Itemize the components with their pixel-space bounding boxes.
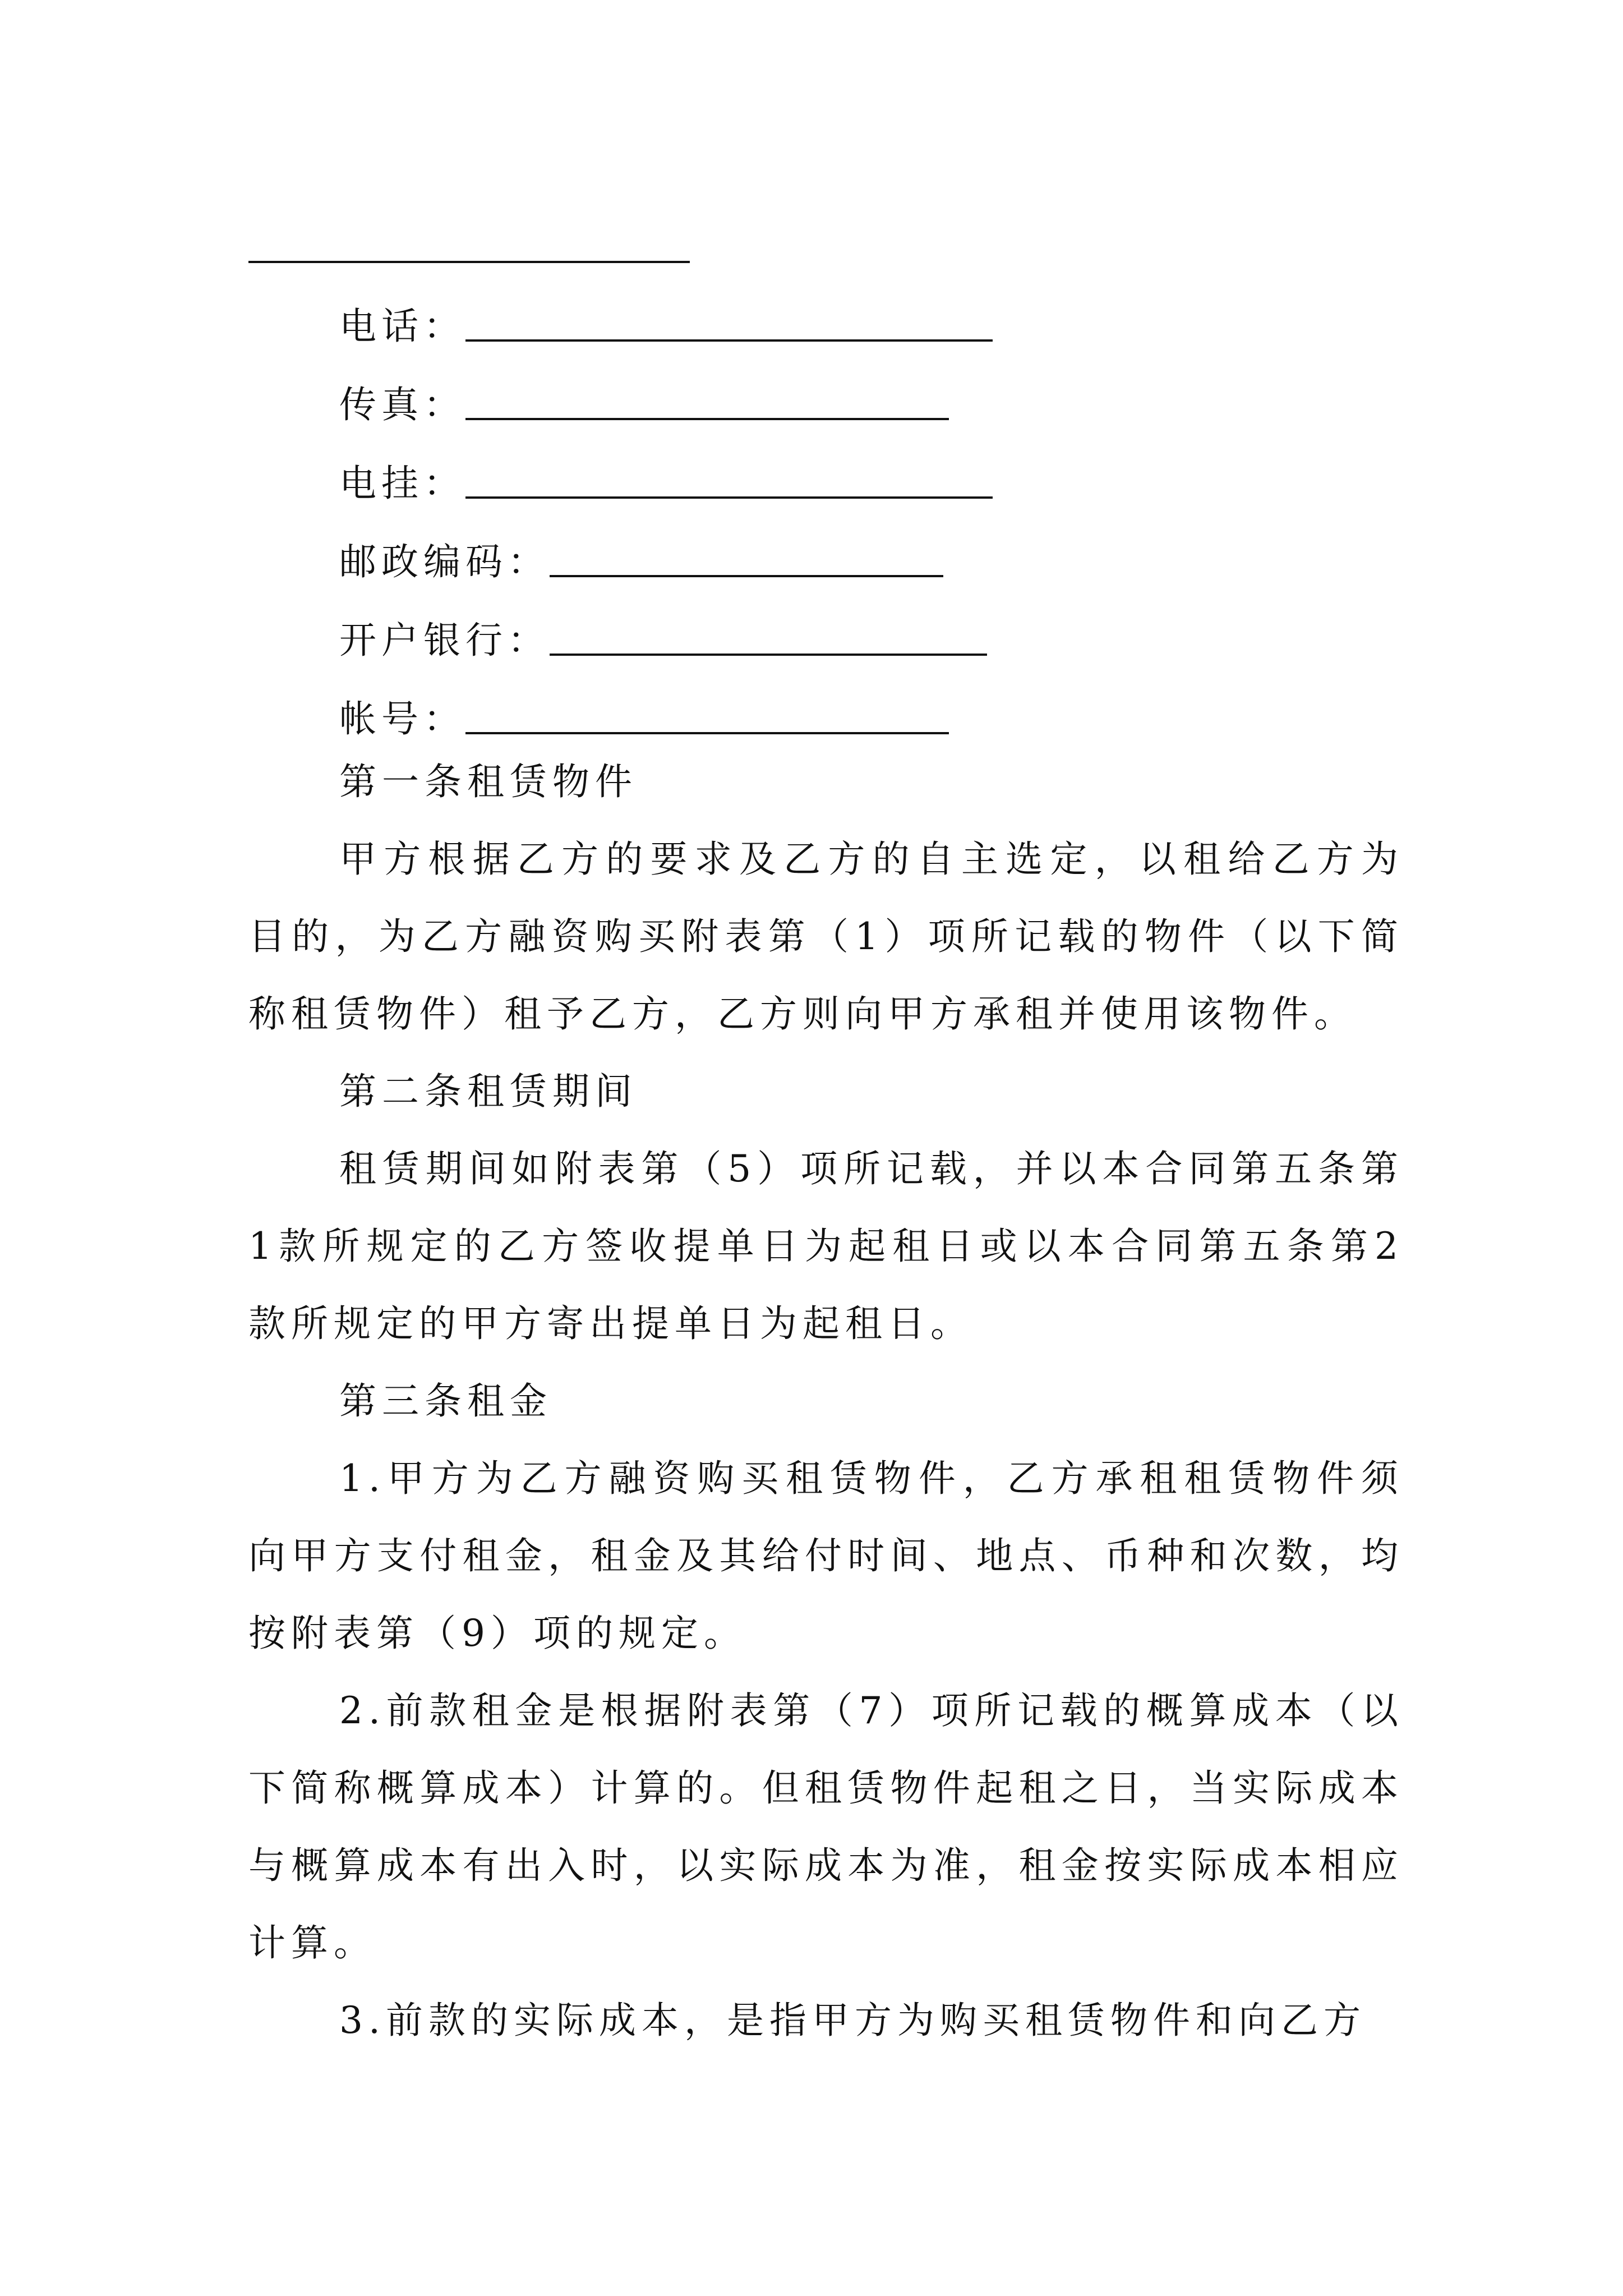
phone-blank[interactable] <box>465 300 993 342</box>
bank-label: 开户银行： <box>339 619 550 662</box>
account-blank[interactable] <box>465 693 949 734</box>
fax-label: 传真： <box>339 383 465 426</box>
fax-blank[interactable] <box>465 379 949 420</box>
article-3-clause-1: 1.甲方为乙方融资购买租赁物件，乙方承租租赁物件须向甲方支付租金，租金及其给付时间、地点、币种和次数，均按附表第（9）项的规定。 <box>248 1457 1404 1655</box>
bank-blank[interactable] <box>550 614 987 656</box>
phone-label: 电话： <box>339 305 465 348</box>
article-3-heading: 第三条租金 <box>339 1379 552 1423</box>
telegraph-label: 电挂： <box>339 462 465 505</box>
account-label: 帐号： <box>339 697 465 740</box>
article-3-clause-3: 3.前款的实际成本，是指甲方为购买租赁物件和向乙方 <box>339 1999 1366 2042</box>
fax-field <box>339 367 949 424</box>
article-3-clause-2: 2.前款租金是根据附表第（7）项所记载的概算成本（以下简称概算成本）计算的。但租赁物件起租之日，当实际成本与概算成本有出入时，以实际成本为准，租金按实际成本相应计算。 <box>248 1689 1404 1964</box>
postal-code-blank[interactable] <box>550 536 943 577</box>
signature-line <box>248 261 690 263</box>
article-2-heading: 第二条租赁期间 <box>339 1070 638 1113</box>
postal-code-field <box>339 524 943 581</box>
phone-field <box>339 289 993 348</box>
telegraph-blank[interactable] <box>465 457 993 499</box>
bank-field <box>339 603 987 662</box>
article-1-heading: 第一条租赁物件 <box>339 760 638 803</box>
contract-body <box>248 743 1404 2059</box>
telegraph-field <box>339 446 993 505</box>
article-1-text: 甲方根据乙方的要求及乙方的自主选定，以租给乙方为目的，为乙方融资购买附表第（1）项所记载的物件（以下简称租赁物件）租予乙方，乙方则向甲方承租并使用该物件。 <box>248 838 1404 1036</box>
postal-code-label: 邮政编码： <box>339 540 550 583</box>
article-2-text: 租赁期间如附表第（5）项所记载，并以本合同第五条第1款所规定的乙方签收提单日为起租日或以本合同第五条第2款所规定的甲方寄出提单日为起租日。 <box>248 1147 1404 1345</box>
account-field <box>339 682 949 738</box>
